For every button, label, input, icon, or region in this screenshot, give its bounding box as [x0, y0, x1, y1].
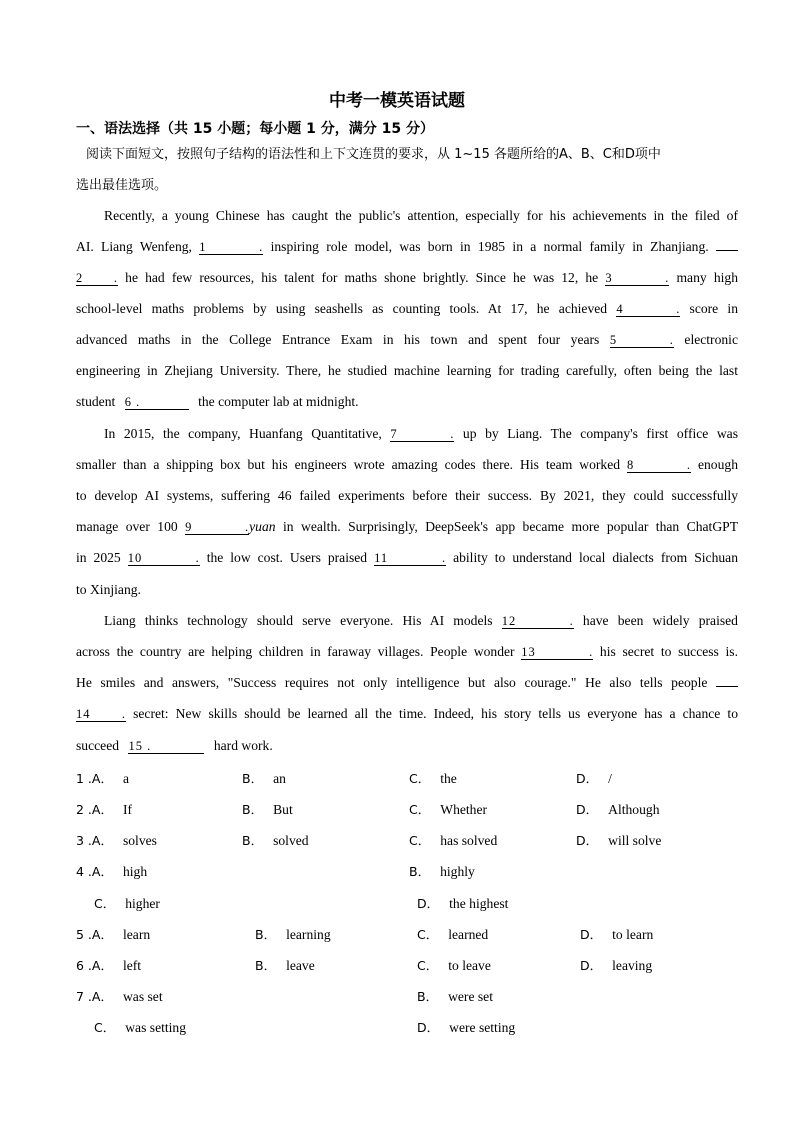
blank-1: 1 .	[199, 240, 264, 254]
option-3-c[interactable]: C． has solved	[409, 833, 498, 848]
blank-7: 7 .	[390, 427, 455, 441]
option-3-a[interactable]: 3 .A． solves	[76, 833, 157, 848]
option-4-b[interactable]: B． highly	[409, 864, 475, 879]
blank-15: 15 .	[128, 739, 204, 754]
passage-line: engineering in Zhejiang University. There, he studied machine learning for trading carefully, often being the last	[76, 363, 738, 378]
option-5-a[interactable]: 5 .A． learn	[76, 927, 151, 942]
blank-14: 14 .	[76, 707, 126, 721]
option-1-a[interactable]: 1 .A． a	[76, 771, 130, 786]
option-5-b[interactable]: B． learning	[255, 927, 331, 942]
option-6-d[interactable]: D． leaving	[580, 958, 653, 973]
option-1-b[interactable]: B． an	[242, 771, 286, 786]
blank-9: 9 .	[185, 520, 250, 534]
passage-line: He smiles and answers, "Success requires not only intelligence but also courage." He also tells people	[76, 675, 738, 691]
passage-line: succeed 15 . hard work.	[76, 738, 273, 753]
blank-10: 10 .	[127, 551, 200, 565]
passage-line: student 6 . the computer lab at midnight.	[76, 394, 359, 409]
option-4-a[interactable]: 4 .A． high	[76, 864, 148, 879]
instruction-line-1: 阅读下面短文，按照句子结构的语法性和上下文连贯的要求，从 1~15 各题所给的A、B、C和D项中	[86, 147, 661, 162]
passage-line: Liang thinks technology should serve everyone. His AI models 12 . have been widely praised	[104, 613, 738, 628]
passage-line: In 2015, the company, Huanfang Quantitative, 7 . up by Liang. The company's first office was	[104, 426, 739, 441]
option-5-c[interactable]: C． learned	[417, 927, 489, 942]
passage-line: to Xinjiang.	[76, 582, 141, 597]
option-7-a[interactable]: 7 .A． was set	[76, 989, 163, 1004]
page-title: 中考一模英语试题	[329, 91, 465, 111]
option-2-b[interactable]: B． But	[242, 802, 293, 817]
blank-5: 5 .	[609, 333, 674, 347]
passage-line: across the country are helping children in faraway villages. People wonder 13 . his secret to success is.	[76, 644, 738, 659]
blank-3: 3 .	[605, 271, 670, 285]
passage-line: 14 . secret: New skills should be learned all the time. Indeed, his story tells us everyone has a chance to	[76, 706, 738, 721]
blank-11: 11 .	[374, 551, 447, 565]
option-3-d[interactable]: D． will solve	[576, 833, 662, 848]
option-2-d[interactable]: D． Although	[576, 802, 660, 817]
option-6-a[interactable]: 6 .A． left	[76, 958, 142, 973]
option-7-b[interactable]: B． were set	[417, 989, 493, 1004]
passage-line: manage over 100 9 .yuan in wealth. Surprisingly, DeepSeek's app became more popular than ChatGPT	[76, 519, 738, 534]
passage-line: to develop AI systems, suffering 46 failed experiments before their success. By 2021, they could successfully	[76, 488, 738, 503]
option-5-d[interactable]: D． to learn	[580, 927, 654, 942]
blank-13: 13 .	[521, 645, 594, 659]
option-7-c[interactable]: C． was setting	[94, 1020, 187, 1035]
option-6-c[interactable]: C． to leave	[417, 958, 491, 973]
option-3-b[interactable]: B． solved	[242, 833, 309, 848]
passage-line: 2 . he had few resources, his talent for maths shone brightly. Since he was 12, he 3 . many high	[76, 270, 738, 285]
blank-14-start	[716, 686, 738, 687]
passage-line: smaller than a shipping box but his engineers wrote amazing codes there. His team worked 8 . enough	[76, 457, 738, 472]
blank-2: 2 .	[76, 271, 118, 285]
passage-line: AI. Liang Wenfeng, 1 . inspiring role model, was born in 1985 in a normal family in Zhanjiang.	[76, 239, 738, 255]
passage-line: Recently, a young Chinese has caught the public's attention, especially for his achievements in the filed of	[104, 208, 738, 223]
blank-12: 12 .	[501, 614, 574, 628]
blank-4: 4 .	[616, 302, 681, 316]
blank-6: 6 .	[125, 395, 189, 410]
passage-line: in 2025 10 . the low cost. Users praised 11 . ability to understand local dialects from Sichuan	[76, 550, 739, 565]
blank-8: 8 .	[627, 458, 691, 472]
section-heading: 一、语法选择（共 15 小题；每小题 1 分，满分 15 分）	[76, 121, 434, 137]
instruction-line-2: 选出最佳选项。	[76, 178, 168, 193]
option-2-a[interactable]: 2 .A． If	[76, 802, 133, 817]
option-7-d[interactable]: D． were setting	[417, 1020, 516, 1035]
option-6-b[interactable]: B． leave	[255, 958, 315, 973]
option-1-c[interactable]: C． the	[409, 771, 457, 786]
blank-2-start	[716, 250, 738, 251]
option-2-c[interactable]: C． Whether	[409, 802, 488, 817]
passage-line: advanced maths in the College Entrance Exam in his town and spent four years 5 . electronic	[76, 332, 738, 347]
option-4-c[interactable]: C． higher	[94, 896, 160, 911]
passage-line: school-level maths problems by using seashells as counting tools. At 17, he achieved 4 . score in	[76, 301, 738, 316]
option-4-d[interactable]: D． the highest	[417, 896, 509, 911]
option-1-d[interactable]: D． /	[576, 771, 612, 786]
